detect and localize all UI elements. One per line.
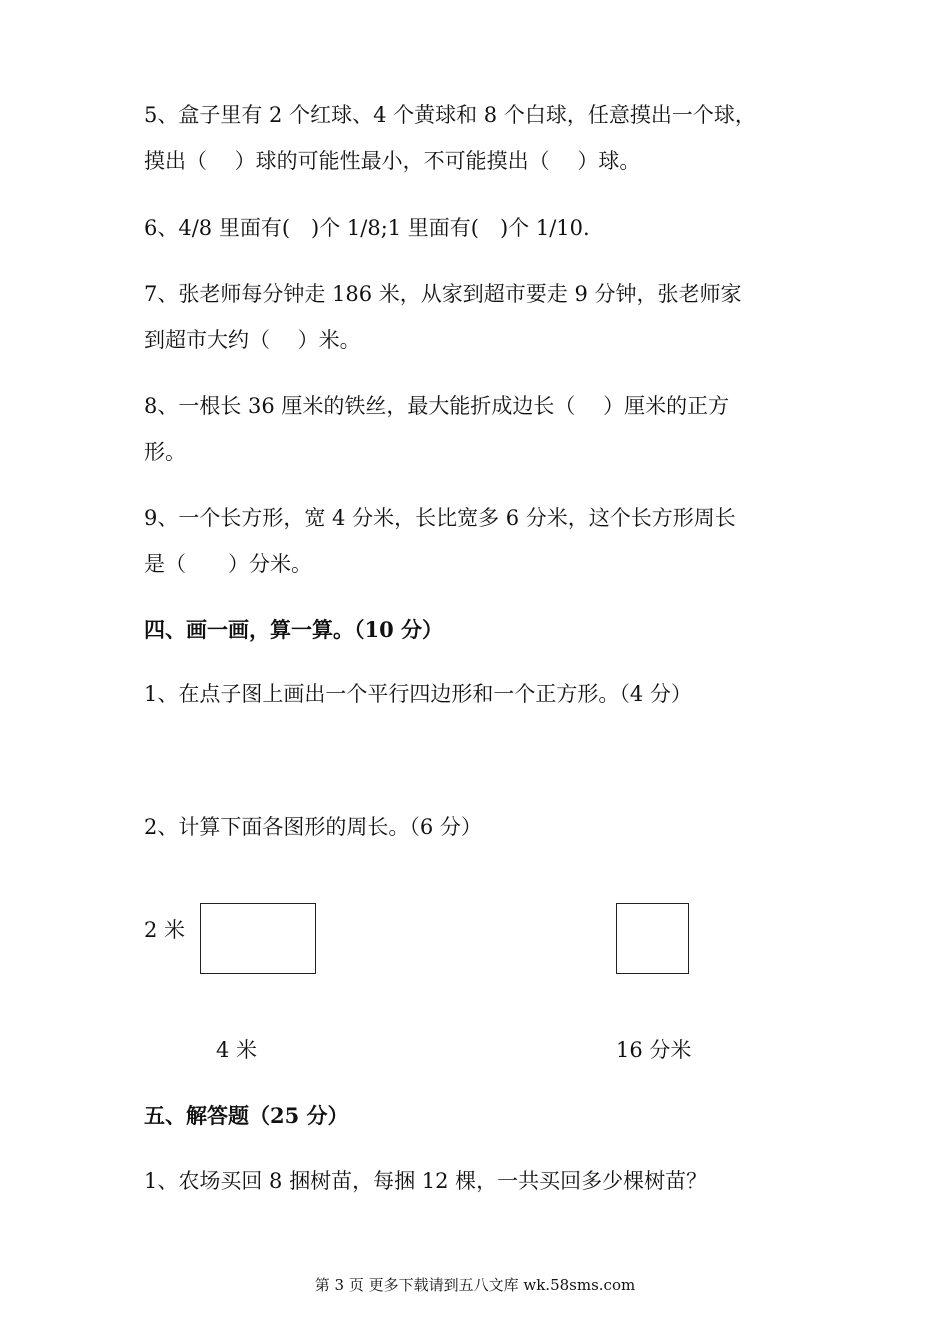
- q7-line-2: 到超市大约（ ）米。: [144, 328, 361, 352]
- q5-line-2: 摸出（ ）球的可能性最小，不可能摸出（ ）球。: [144, 149, 641, 173]
- q6-line: 6、4/8 里面有( )个 1/8;1 里面有( )个 1/10.: [144, 216, 590, 240]
- q8-line-1: 8、一根长 36 厘米的铁丝，最大能折成边长（ ）厘米的正方: [144, 394, 730, 418]
- section-5-heading: 五、解答题（25 分）: [144, 1103, 349, 1128]
- q8-line-2: 形。: [144, 440, 186, 464]
- rectangle-length-label: 4 米: [216, 1038, 258, 1062]
- q5-line-1: 5、盒子里有 2 个红球、4 个黄球和 8 个白球，任意摸出一个球，: [144, 103, 756, 127]
- section-5-item-1: 1、农场买回 8 捆树苗，每捆 12 棵，一共买回多少棵树苗？: [144, 1169, 708, 1193]
- square-side-label: 16 分米: [616, 1038, 692, 1062]
- section-4-item-1: 1、在点子图上画出一个平行四边形和一个正方形。（4 分）: [144, 682, 692, 706]
- q9-line-1: 9、一个长方形，宽 4 分米，长比宽多 6 分米，这个长方形周长: [144, 506, 736, 530]
- q7-line-1: 7、张老师每分钟走 186 米，从家到超市要走 9 分钟，张老师家: [144, 282, 742, 306]
- section-4-item-2: 2、计算下面各图形的周长。（6 分）: [144, 815, 482, 839]
- page-footer: 第 3 页 更多下载请到五八文库 wk.58sms.com: [314, 1276, 636, 1294]
- q9-line-2: 是（ ）分米。: [144, 552, 312, 576]
- section-4-heading: 四、画一画，算一算。（10 分）: [144, 617, 444, 642]
- rectangle-width-label: 2 米: [144, 918, 186, 942]
- square-figure: [616, 903, 689, 974]
- rectangle-figure: [200, 903, 316, 974]
